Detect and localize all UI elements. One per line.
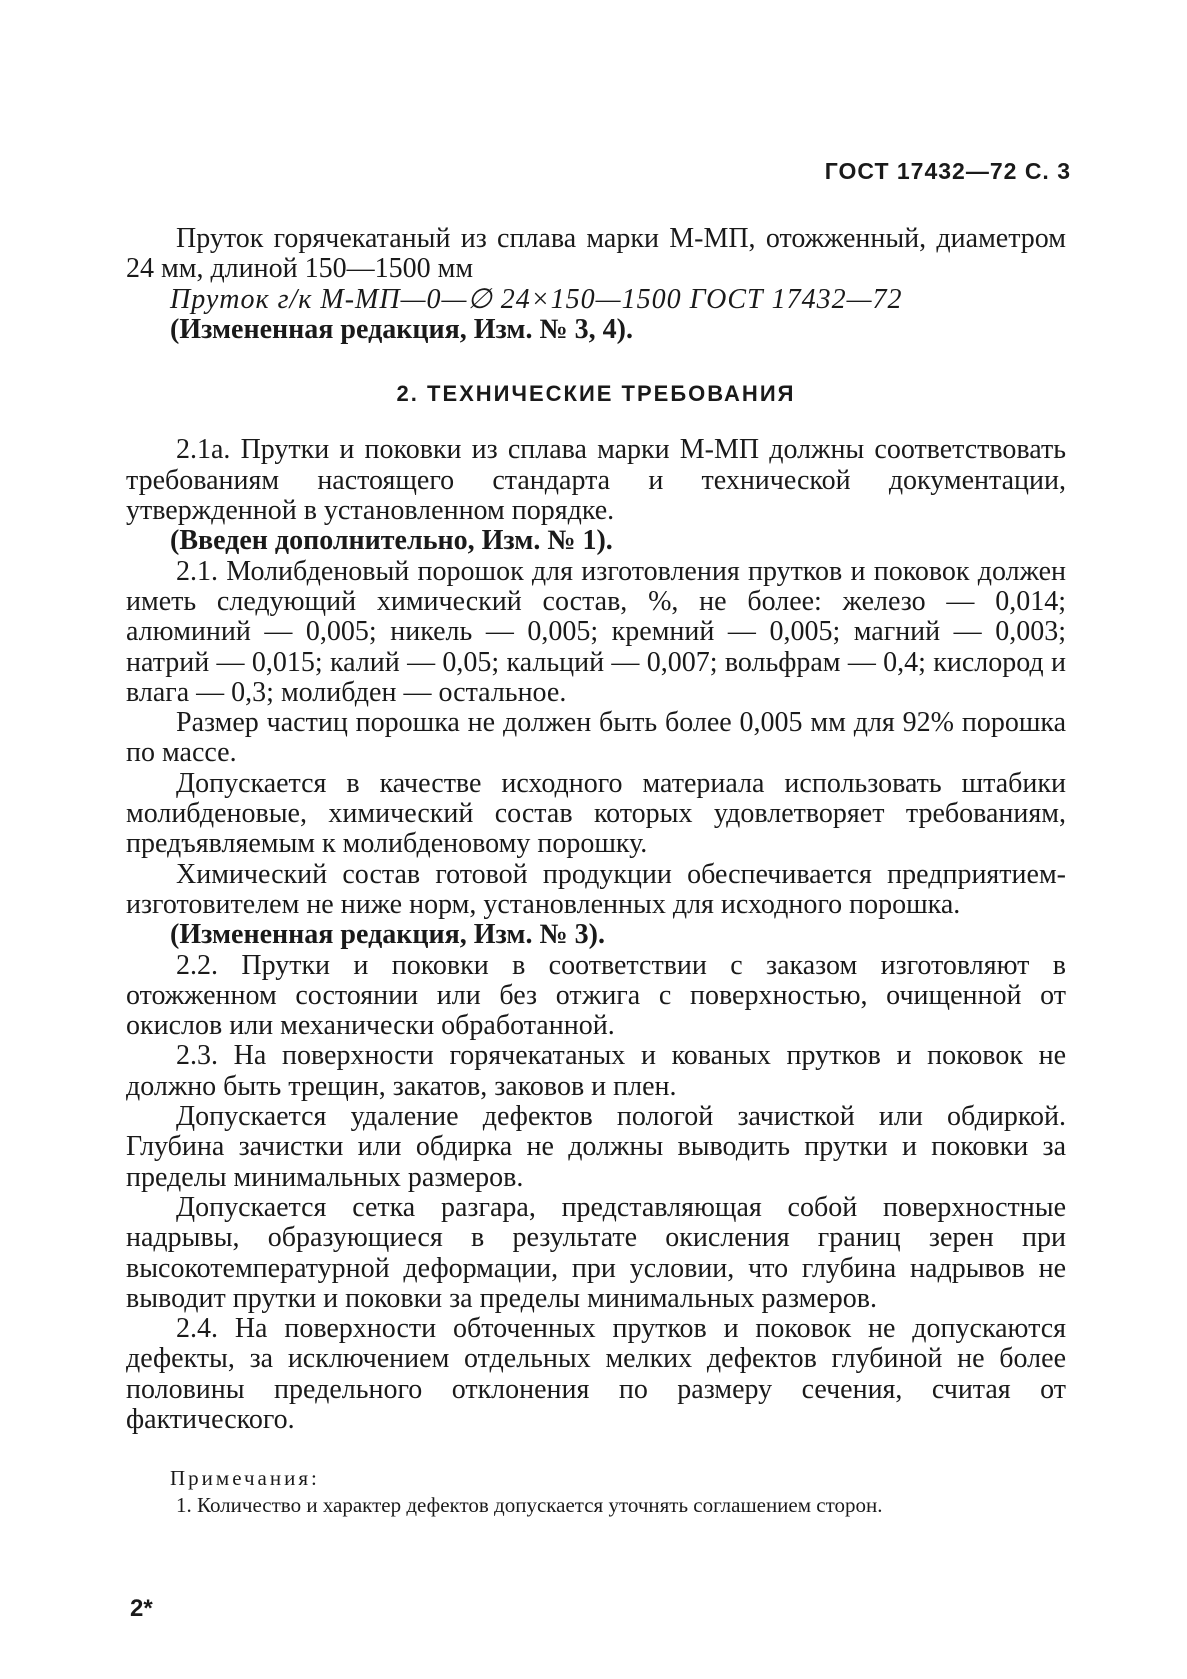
- revision-note: (Измененная редакция, Изм. № 3, 4).: [170, 313, 633, 345]
- paragraph-particle-size: Размер частиц порошка не должен быть более 0,005 мм для 92% порошка по массе.: [126, 707, 1066, 769]
- paragraph-2-4: 2.4. На поверхности обточенных прутков и поковок не допускаются дефекты, за исключением отдельных мелких дефектов глубиной не более половины предельного отклонения по размеру сечения, считая от фактического.: [126, 1313, 1066, 1435]
- note-item-1: 1. Количество и характер дефектов допускается уточнять соглашением сторон.: [176, 1493, 883, 1518]
- paragraph-2-3: 2.3. На поверхности горячекатаных и кованых прутков и поковок не должно быть трещин, закатов, заковов и плен.: [126, 1040, 1066, 1102]
- page-footer-mark: 2*: [130, 1595, 153, 1622]
- paragraph-2-1-note: (Измененная редакция, Изм. № 3).: [170, 919, 605, 951]
- designation-example: Пруток г/к М-МП—0—∅ 24×150—1500 ГОСТ 17432—72: [170, 283, 903, 315]
- document-body: [126, 224, 1066, 1519]
- paragraph-chemical-composition: Химический состав готовой продукции обеспечивается предприятием-изготовителем не ниже норм, установленных для исходного порошка.: [126, 858, 1066, 920]
- paragraph-2-1a: 2.1а. Прутки и поковки из сплава марки М-МП должны соответствовать требованиям настоящего стандарта и технической документации, утвержденной в установленном порядке.: [126, 434, 1066, 527]
- paragraph-2-2: 2.2. Прутки и поковки в соответствии с заказом изготовляют в отожженном состоянии или без отжига с поверхностью, очищенной от окислов или механически обработанной.: [126, 949, 1066, 1042]
- paragraph-2-1: 2.1. Молибденовый порошок для изготовления прутков и поковок должен иметь следующий химический состав, %, не более: железо — 0,014; алюминий — 0,005; никель — 0,005; кремний — 0,005; магний — 0,003; натрий — 0,015; калий — 0,05; кальций — 0,007; вольфрам — 0,4; кислород и влага — 0,3; молибден — остальное.: [126, 555, 1066, 708]
- section-title: 2. ТЕХНИЧЕСКИЕ ТРЕБОВАНИЯ: [396, 381, 796, 407]
- paragraph-defect-removal: Допускается удаление дефектов пологой зачисткой или обдиркой. Глубина зачистки или обдирка не должны выводить прутки и поковки за пределы минимальных размеров.: [126, 1101, 1066, 1193]
- notes-title: Примечания:: [170, 1466, 320, 1491]
- paragraph-fire-crack-grid: Допускается сетка разгара, представляющая собой поверхностные надрывы, образующиеся в результате окисления границ зерен при высокотемпературной деформации, при условии, что глубина надрывов не выводит прутки и поковки за пределы минимальных размеров.: [126, 1191, 1066, 1314]
- example-text: Пруток горячекатаный из сплава марки М-МП, отожженный, диаметром 24 мм, длиной 150—1500 мм: [126, 223, 1066, 285]
- paragraph-allowed-material: Допускается в качестве исходного материала использовать штабики молибденовые, химический состав которых удовлетворяет требованиям, предъявляемым к молибденовому порошку.: [126, 767, 1066, 860]
- paragraph-2-1a-note: (Введен дополнительно, Изм. № 1).: [170, 525, 613, 557]
- notes-block: [126, 1465, 1066, 1519]
- page-header-reference: ГОСТ 17432—72 С. 3: [824, 158, 1071, 184]
